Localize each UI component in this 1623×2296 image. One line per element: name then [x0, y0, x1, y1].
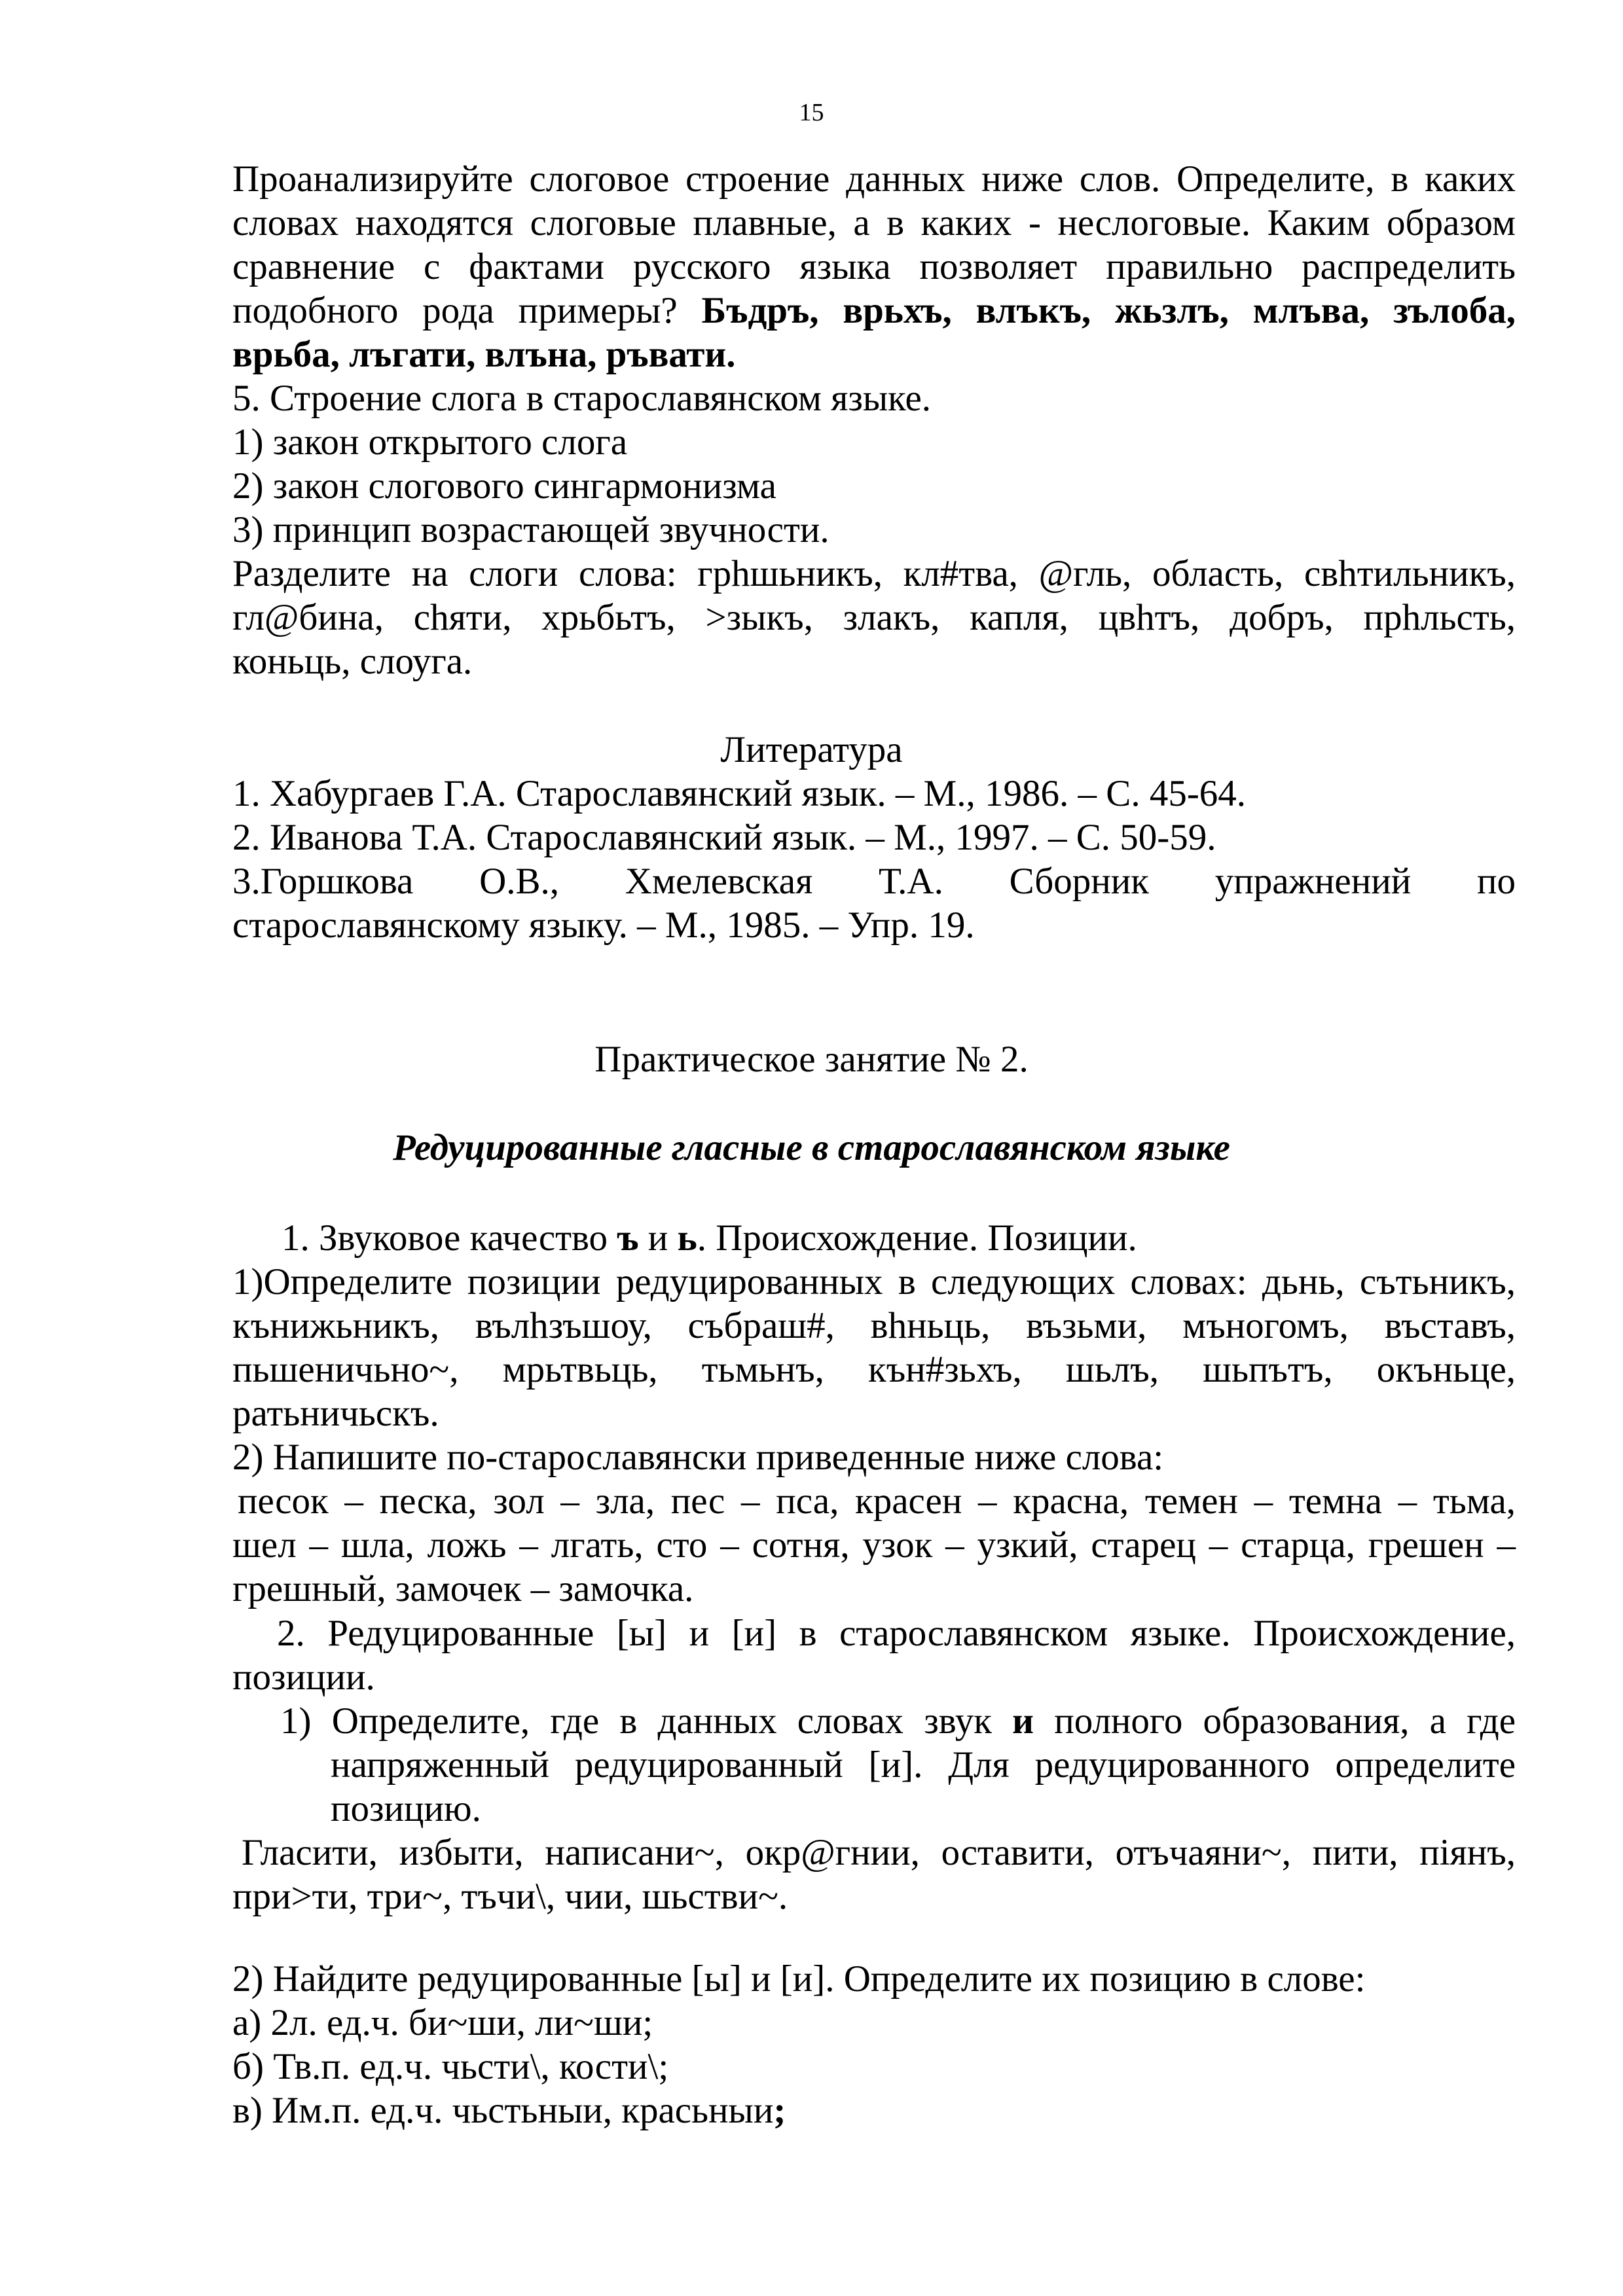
section-1-hard-sign: ъ	[617, 1217, 639, 1259]
section-2-line: позиции.	[232, 1657, 375, 1698]
section-1-heading	[282, 1216, 1329, 1260]
section-1-number: 1.	[282, 1217, 310, 1259]
page-number: 15	[799, 99, 824, 126]
intro-examples-bold: Бъдръ, врьхъ, влъкъ, жьзлъ, млъва, зълоба,	[701, 290, 1516, 331]
literature-item: 2. Иванова Т.А. Старославянский язык. – М., 1997. – С. 50-59.	[232, 817, 1216, 858]
topic-5-title: 5. Строение слога в старославянском языке.	[232, 378, 931, 419]
exercise-2-line: грешный, замочек – замочка.	[232, 1568, 694, 1609]
topic-5-item: 2) закон слогового сингармонизма	[232, 465, 776, 507]
s2-ex1-text: Определите, где в данных словах звук	[331, 1700, 992, 1742]
intro-line: словах находятся слоговые плавные, а в каких - неслоговые. Каким образом	[232, 202, 1516, 243]
topic-5-item: 1) закон открытого слога	[232, 422, 628, 463]
literature-item: 1. Хабургаев Г.А. Старославянский язык. – М., 1986. – С. 45-64.	[232, 773, 1247, 814]
intro-examples-bold-2: врьба, лъгати, влъна, ръвати.	[232, 334, 736, 375]
lesson-subtitle: Редуцированные гласные в старославянском языке	[393, 1127, 1230, 1168]
exercise-2-line: песок – песка, зол – зла, пес – пса, красен – красна, темен – темна – тьма,	[238, 1480, 1516, 1522]
exercise-1-line: пьшеничьно~, мрьтвьць, тьмьнъ, кън#зьхъ, шьлъ, шьпътъ, окъньце,	[232, 1349, 1516, 1390]
literature-item: 3.Горшкова О.В., Хмелевская Т.А. Сборник упражнений по	[232, 861, 1516, 902]
syllable-line: Разделите на слоги слова: грhшьникъ, кл#тва, @гль, область, свhтильникъ,	[232, 553, 1516, 594]
intro-line	[232, 289, 1516, 332]
topic-5-item: 3) принцип возрастающей звучности.	[232, 509, 830, 550]
exercise-2-title: 2) Напишите по-старославянски приведенные ниже слова:	[232, 1437, 1164, 1478]
lesson-title: Практическое занятие № 2.	[594, 1039, 1029, 1080]
s2-words-line: Гласити, избыти, написани~, окр@гнии, оставити, отъчаяни~, пити, піянъ,	[242, 1832, 1516, 1873]
section-1-text-end: . Происхождение. Позиции.	[697, 1217, 1137, 1259]
topic-5	[232, 376, 1516, 552]
section-2-exercise-2	[232, 1957, 1516, 2132]
s2-ex1-letter: и	[1012, 1700, 1034, 1742]
section-2-exercise-1	[280, 1699, 1516, 1743]
syllable-line: гл@бина, сhяти, хрьбьтъ, >зыкъ, злакъ, капля, цвhтъ, добръ, прhльсть,	[232, 597, 1516, 638]
section-2-line: 2. Редуцированные [ы] и [и] в старославянском языке. Происхождение,	[277, 1613, 1516, 1654]
syllable-exercise	[232, 552, 1516, 683]
s2-ex2-title: 2) Найдите редуцированные [ы] и [и]. Определите их позицию в слове:	[232, 1958, 1366, 2000]
section-1-text: Звуковое качество	[319, 1217, 608, 1259]
section-1-and: и	[647, 1217, 668, 1259]
section-2-exercise-1-cont	[331, 1743, 1516, 1831]
intro-line: сравнение с фактами русского языка позволяет правильно распределить	[232, 246, 1516, 287]
s2-ex1-number: 1)	[280, 1700, 312, 1742]
exercise-2-line: шел – шла, ложь – лгать, сто – сотня, узок – узкий, старец – старца, грешен –	[232, 1524, 1516, 1566]
syllable-line: коньць, слоуга.	[232, 641, 473, 682]
s2-ex1-text-end: полного образования, а где	[1054, 1700, 1516, 1742]
exercise-1-line: кънижьникъ, вълhзъшоу, събраш#, вhньць, възьми, мъногомъ, въставъ,	[232, 1305, 1516, 1346]
section-2-words	[232, 1831, 1516, 1918]
s2-ex2-item: в) Им.п. ед.ч. чьстьныи, красьныи	[232, 2090, 774, 2131]
s2-ex2-item: а) 2л. ед.ч. би~ши, ли~ши;	[232, 2002, 653, 2043]
s2-ex1-line: напряженный редуцированный [и]. Для редуцированного определите	[331, 1744, 1516, 1785]
exercise-1-line: ратьничьскъ.	[232, 1393, 439, 1434]
literature-item: старославянскому языку. – М., 1985. – Упр. 19.	[232, 905, 975, 946]
exercise-1-line: 1)Определите позиции редуцированных в следующих словах: дьнь, сътьникъ,	[232, 1261, 1516, 1302]
section-1-soft-sign: ь	[677, 1217, 697, 1259]
s2-ex1-line: позицию.	[331, 1788, 481, 1829]
exercise-2	[232, 1435, 1516, 1611]
literature-list	[232, 772, 1516, 947]
intro-paragraph	[232, 157, 1516, 376]
literature-title: Литература	[720, 729, 903, 770]
s2-ex2-item: б) Тв.п. ед.ч. чьсти\, кости\;	[232, 2046, 669, 2087]
s2-words-line: при>ти, три~, тъчи\, чии, шьстви~.	[232, 1876, 788, 1917]
section-2-heading	[232, 1611, 1516, 1699]
intro-line: Проанализируйте слоговое строение данных ниже слов. Определите, в каких	[232, 158, 1516, 200]
exercise-1	[232, 1260, 1516, 1435]
intro-question: подобного рода примеры?	[232, 290, 678, 331]
s2-ex2-semicolon: ;	[773, 2090, 786, 2131]
